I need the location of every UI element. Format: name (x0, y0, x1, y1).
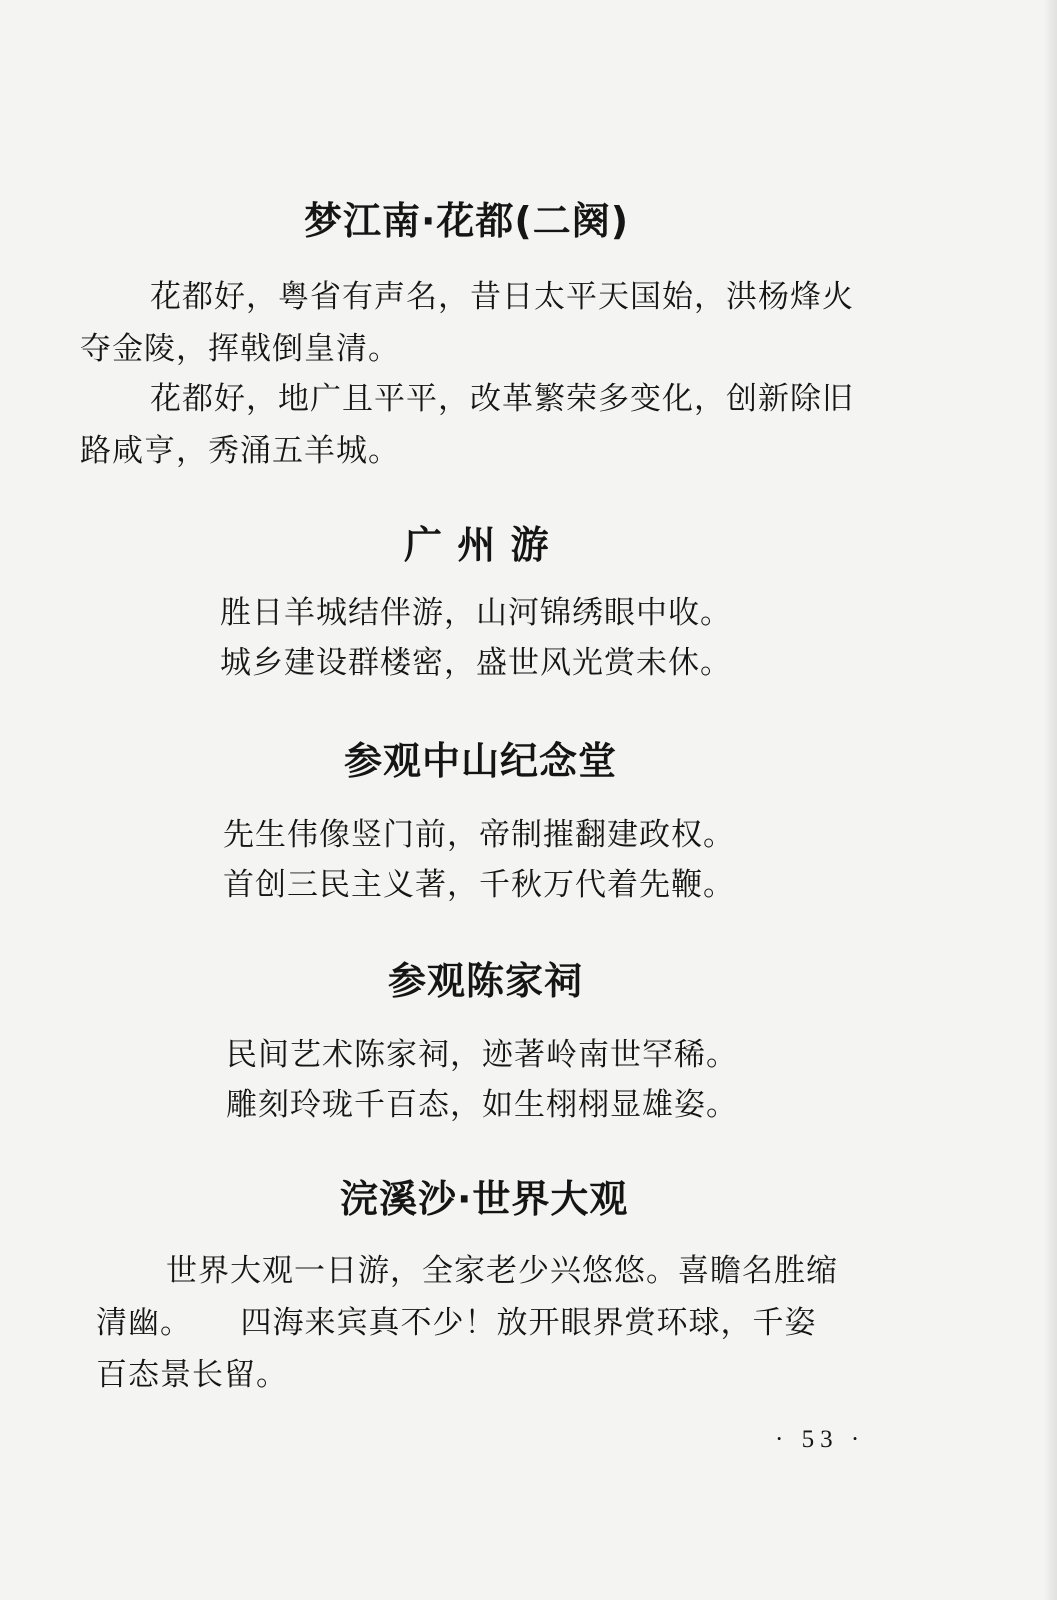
poem-line: 先生伟像竖门前，帝制摧翻建政权。 (223, 817, 735, 853)
poem-line: 百态景长留。 (96, 1357, 288, 1393)
poem-title: 参观中山纪念堂 (344, 739, 618, 783)
poem-title: 参观陈家祠 (388, 959, 584, 1003)
poem-title: 广 州 游 (404, 523, 550, 567)
poem-line: 城乡建设群楼密，盛世风光赏未休。 (220, 645, 732, 681)
poem-line: 胜日羊城结伴游，山河锦绣眼中收。 (220, 595, 732, 631)
page-number: · 53 · (775, 1426, 866, 1453)
poem-line: 夺金陵，挥戟倒皇清。 (80, 331, 400, 367)
poem-line: 花都好，粤省有声名，昔日太平天国始，洪杨烽火 (150, 279, 854, 315)
poem-line: 路咸亨，秀涌五羊城。 (80, 433, 400, 469)
poem-line: 首创三民主义著，千秋万代着先鞭。 (223, 867, 735, 903)
poem-title: 梦江南·花都(二阕) (304, 199, 630, 243)
poem-line: 清幽。 四海来宾真不少！放开眼界赏环球，千姿 (96, 1305, 817, 1341)
poem-line: 花都好，地广且平平，改革繁荣多变化，创新除旧 (150, 381, 854, 417)
poem-line: 雕刻玲珑千百态，如生栩栩显雄姿。 (226, 1087, 738, 1123)
poem-line: 世界大观一日游，全家老少兴悠悠。喜瞻名胜缩 (166, 1253, 838, 1289)
poem-line: 民间艺术陈家祠，迹著岭南世罕稀。 (226, 1037, 738, 1073)
poem-title: 浣溪沙·世界大观 (340, 1177, 629, 1221)
